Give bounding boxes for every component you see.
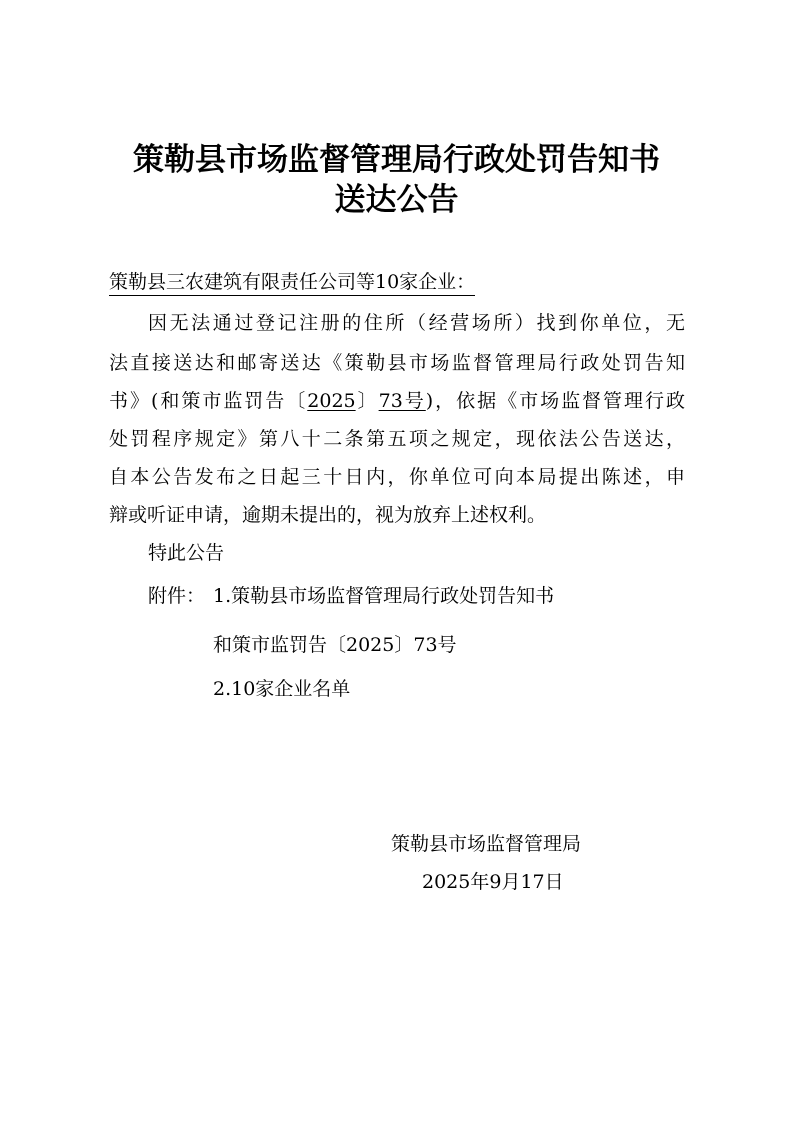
attachments-label: 附件： [148, 585, 206, 607]
document-title-line-2: 送达公告 [334, 182, 459, 218]
body-line-3-prefix: 书》(和策市监罚告〔 [109, 390, 308, 412]
signature-date: 2025年9月17日 [422, 871, 564, 893]
closing-remark: 特此公告 [148, 542, 225, 564]
body-paragraph-line-6: 辩或听证申请，逾期未提出的，视为放弃上述权利。 [109, 504, 547, 526]
body-line-3-bracket: 〕 [355, 390, 379, 412]
signature-organization: 策勒县市场监督管理局 [391, 833, 582, 855]
body-paragraph-line-4: 处罚程序规定》第八十二条第五项之规定，现依法公告送达， [109, 428, 685, 450]
attachment-1-line-1: 1.策勒县市场监督管理局行政处罚告知书 [213, 585, 555, 607]
addressee: 策勒县三农建筑有限责任公司等10家企业： [109, 270, 475, 296]
body-paragraph-line-3 [109, 389, 685, 413]
case-number: 73号 [378, 390, 426, 412]
case-year: 2025 [307, 390, 356, 412]
document-title-line-1: 策勒县市场监督管理局行政处罚告知书 [133, 142, 660, 178]
attachment-2: 2.10家企业名单 [213, 678, 351, 700]
attachment-1-line-2: 和策市监罚告〔2025〕73号 [213, 634, 457, 656]
body-line-3-suffix: )，依据《市场监督管理行政 [425, 390, 685, 412]
body-paragraph-line-1: 因无法通过登记注册的住所（经营场所）找到你单位，无 [148, 312, 685, 334]
body-paragraph-line-5: 自本公告发布之日起三十日内，你单位可向本局提出陈述，申 [109, 466, 685, 488]
body-paragraph-line-2: 法直接送达和邮寄送达《策勒县市场监督管理局行政处罚告知 [109, 352, 685, 374]
